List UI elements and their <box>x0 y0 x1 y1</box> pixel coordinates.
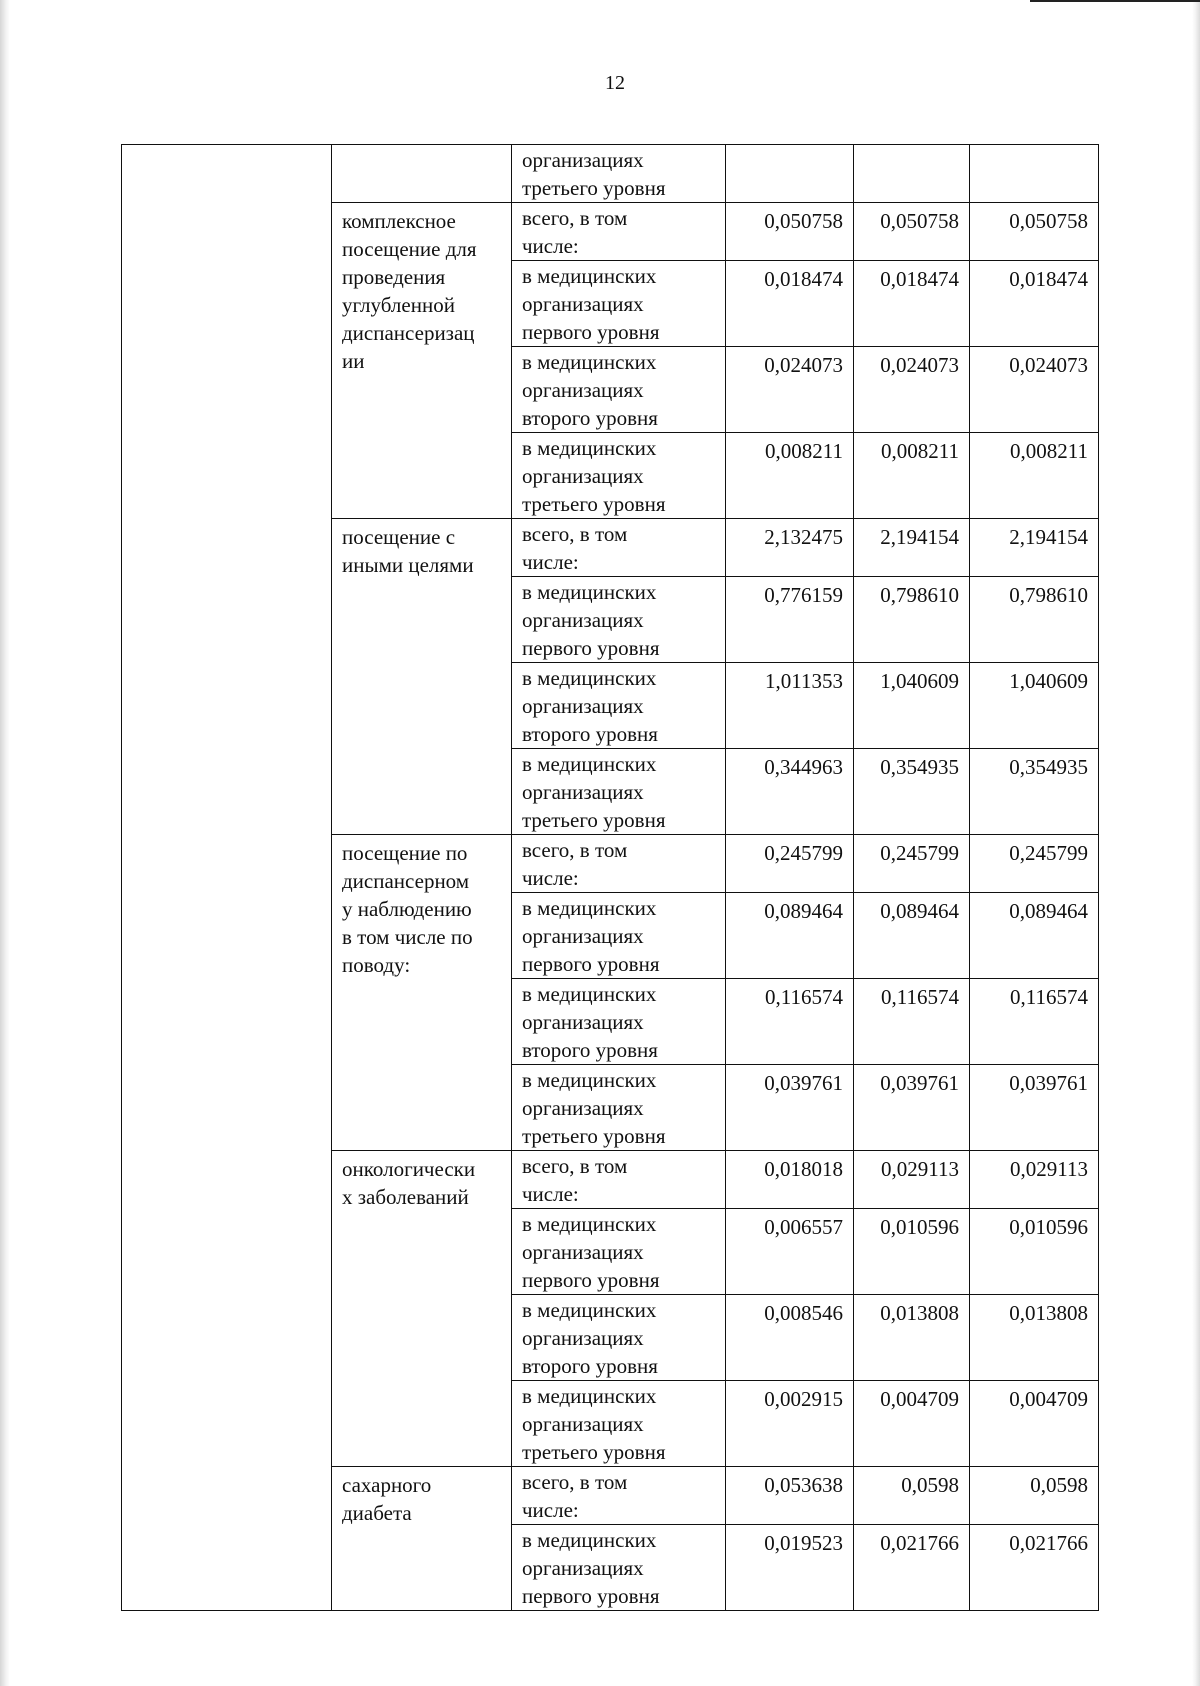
value-cell <box>726 203 854 261</box>
value-cell <box>970 1209 1099 1295</box>
value-cell <box>970 979 1099 1065</box>
value-cell-text: 0,245799 <box>1009 841 1088 865</box>
value-cell <box>970 835 1099 893</box>
value-cell <box>726 979 854 1065</box>
subcategory-cell <box>512 1381 726 1467</box>
value-cell-text: 0,008211 <box>765 439 843 463</box>
value-cell <box>970 1065 1099 1151</box>
value-cell-text: 0,018474 <box>764 267 843 291</box>
subcategory-cell <box>512 433 726 519</box>
value-cell-text: 0,024073 <box>764 353 843 377</box>
value-cell <box>970 1525 1099 1611</box>
value-cell-text: 0,010596 <box>880 1215 959 1239</box>
value-cell <box>854 577 970 663</box>
value-cell-text: 0,008211 <box>881 439 959 463</box>
value-cell <box>726 1151 854 1209</box>
subcategory-cell <box>512 749 726 835</box>
value-cell <box>970 1467 1099 1525</box>
category-cell-text: комплексное посещение для проведения углубленной диспансеризац ии <box>342 209 477 373</box>
value-cell-text: 0,004709 <box>880 1387 959 1411</box>
category-cell <box>332 1151 512 1467</box>
subcategory-cell <box>512 1151 726 1209</box>
category-cell-empty <box>332 145 512 203</box>
value-cell <box>970 1151 1099 1209</box>
value-cell-text: 0,004709 <box>1009 1387 1088 1411</box>
value-cell <box>726 835 854 893</box>
value-cell <box>970 893 1099 979</box>
value-cell-text: 0,019523 <box>764 1531 843 1555</box>
value-cell-text: 0,018474 <box>880 267 959 291</box>
value-cell-text: 0,354935 <box>880 755 959 779</box>
value-cell-text: 0,013808 <box>880 1301 959 1325</box>
value-cell <box>854 203 970 261</box>
value-cell <box>970 519 1099 577</box>
subcategory-cell-text: в медицинских организациях первого уровня <box>522 1528 660 1608</box>
value-cell-text: 0,018474 <box>1009 267 1088 291</box>
value-cell-text: 0,050758 <box>880 209 959 233</box>
value-cell-text: 1,011353 <box>765 669 843 693</box>
value-cell-text: 0,029113 <box>1010 1157 1088 1181</box>
category-cell-text: сахарного диабета <box>342 1473 432 1525</box>
scan-edge-left <box>0 0 10 1686</box>
value-cell-text: 0,245799 <box>764 841 843 865</box>
value-cell <box>854 1151 970 1209</box>
subcategory-cell-text: всего, в том числе: <box>522 522 628 574</box>
subcategory-cell-text: всего, в том числе: <box>522 1154 628 1206</box>
value-cell <box>726 1295 854 1381</box>
value-cell <box>726 1209 854 1295</box>
empty-left-cell <box>122 145 332 1611</box>
subcategory-cell-text: в медицинских организациях второго уровня <box>522 350 658 430</box>
value-cell-text: 0,245799 <box>880 841 959 865</box>
table-body <box>122 145 1099 1611</box>
subcategory-cell <box>512 1209 726 1295</box>
subcategory-cell-text: в медицинских организациях третьего уровня <box>522 1068 666 1148</box>
value-cell <box>854 979 970 1065</box>
value-cell <box>854 1381 970 1467</box>
value-cell <box>854 749 970 835</box>
value-cell <box>854 261 970 347</box>
value-cell-text: 0,024073 <box>1009 353 1088 377</box>
value-cell <box>854 1467 970 1525</box>
value-cell-text: 0,039761 <box>880 1071 959 1095</box>
value-cell-text: 2,194154 <box>880 525 959 549</box>
value-cell-text: 0,116574 <box>881 985 959 1009</box>
value-cell <box>726 519 854 577</box>
value-cell <box>970 145 1099 203</box>
category-cell <box>332 1467 512 1611</box>
value-cell <box>854 1209 970 1295</box>
value-cell-text: 0,024073 <box>880 353 959 377</box>
subcategory-cell-text: в медицинских организациях второго уровня <box>522 666 658 746</box>
value-cell-text: 0,089464 <box>880 899 959 923</box>
value-cell <box>970 1295 1099 1381</box>
value-cell-text: 0,798610 <box>1009 583 1088 607</box>
value-cell <box>854 347 970 433</box>
subcategory-cell <box>512 979 726 1065</box>
volume-table <box>121 144 1099 1611</box>
value-cell-text: 0,089464 <box>1009 899 1088 923</box>
category-cell <box>332 203 512 519</box>
value-cell <box>726 261 854 347</box>
subcategory-cell-text: в медицинских организациях первого уровня <box>522 580 660 660</box>
scan-edge-right <box>1192 0 1200 1686</box>
scan-top-mark <box>1030 0 1200 2</box>
page-number: 12 <box>605 72 625 94</box>
value-cell <box>970 1381 1099 1467</box>
value-cell-text: 0,344963 <box>764 755 843 779</box>
value-cell-text: 2,132475 <box>764 525 843 549</box>
value-cell <box>854 1065 970 1151</box>
category-cell-text: посещение с иными целями <box>342 525 474 577</box>
subcategory-cell-text: в медицинских организациях третьего уровня <box>522 436 666 516</box>
value-cell <box>726 347 854 433</box>
value-cell <box>726 1467 854 1525</box>
value-cell-text: 0,002915 <box>764 1387 843 1411</box>
subcategory-cell-text: всего, в том числе: <box>522 838 628 890</box>
value-cell-text: 0,0598 <box>901 1473 959 1497</box>
subcategory-cell <box>512 261 726 347</box>
subcategory-cell-text: всего, в том числе: <box>522 1470 628 1522</box>
subcategory-cell-text: в медицинских организациях второго уровня <box>522 1298 658 1378</box>
subcategory-cell <box>512 1065 726 1151</box>
subcategory-cell <box>512 347 726 433</box>
value-cell-text: 0,018018 <box>764 1157 843 1181</box>
value-cell-text: 1,040609 <box>880 669 959 693</box>
value-cell <box>726 577 854 663</box>
value-cell <box>854 835 970 893</box>
subcategory-cell-text: в медицинских организациях третьего уровня <box>522 1384 666 1464</box>
subcategory-cell <box>512 663 726 749</box>
category-cell-text: онкологически х заболеваний <box>342 1157 476 1209</box>
value-cell <box>970 577 1099 663</box>
subcategory-cell-text: в медицинских организациях третьего уровня <box>522 752 666 832</box>
value-cell <box>854 145 970 203</box>
value-cell-text: 0,0598 <box>1030 1473 1088 1497</box>
subcategory-cell <box>512 1525 726 1611</box>
value-cell-text: 1,040609 <box>1009 669 1088 693</box>
subcategory-cell <box>512 203 726 261</box>
value-cell-text: 0,008211 <box>1010 439 1088 463</box>
value-cell <box>970 203 1099 261</box>
value-cell <box>726 893 854 979</box>
value-cell <box>726 1525 854 1611</box>
subcategory-cell <box>512 145 726 203</box>
category-cell <box>332 835 512 1151</box>
subcategory-cell-text: в медицинских организациях первого уровня <box>522 1212 660 1292</box>
value-cell-text: 0,039761 <box>764 1071 843 1095</box>
value-cell-text: 0,798610 <box>880 583 959 607</box>
value-cell <box>970 261 1099 347</box>
value-cell-text: 2,194154 <box>1009 525 1088 549</box>
subcategory-cell <box>512 577 726 663</box>
subcategory-cell-text: всего, в том числе: <box>522 206 628 258</box>
table-row <box>122 145 1099 203</box>
value-cell <box>854 663 970 749</box>
value-cell <box>726 433 854 519</box>
value-cell <box>970 749 1099 835</box>
value-cell-text: 0,116574 <box>765 985 843 1009</box>
value-cell <box>726 1065 854 1151</box>
value-cell <box>970 663 1099 749</box>
value-cell <box>854 1525 970 1611</box>
category-cell <box>332 519 512 835</box>
value-cell <box>726 749 854 835</box>
value-cell-text: 0,008546 <box>764 1301 843 1325</box>
subcategory-cell <box>512 1295 726 1381</box>
category-cell-text: посещение по диспансерном у наблюдению в том числе по поводу: <box>342 841 473 977</box>
value-cell <box>854 433 970 519</box>
value-cell <box>854 1295 970 1381</box>
subcategory-cell <box>512 893 726 979</box>
value-cell <box>726 145 854 203</box>
value-cell-text: 0,013808 <box>1009 1301 1088 1325</box>
value-cell-text: 0,053638 <box>764 1473 843 1497</box>
subcategory-cell <box>512 1467 726 1525</box>
subcategory-cell-text: организациях третьего уровня <box>522 148 666 200</box>
subcategory-cell-text: в медицинских организациях первого уровня <box>522 896 660 976</box>
value-cell <box>854 893 970 979</box>
value-cell-text: 0,116574 <box>1010 985 1088 1009</box>
value-cell-text: 0,089464 <box>764 899 843 923</box>
value-cell <box>854 519 970 577</box>
value-cell-text: 0,021766 <box>880 1531 959 1555</box>
subcategory-cell-text: в медицинских организациях второго уровня <box>522 982 658 1062</box>
value-cell-text: 0,021766 <box>1009 1531 1088 1555</box>
value-cell-text: 0,050758 <box>1009 209 1088 233</box>
value-cell <box>970 347 1099 433</box>
subcategory-cell-text: в медицинских организациях первого уровня <box>522 264 660 344</box>
subcategory-cell <box>512 519 726 577</box>
value-cell-text: 0,039761 <box>1009 1071 1088 1095</box>
value-cell <box>726 1381 854 1467</box>
value-cell-text: 0,006557 <box>764 1215 843 1239</box>
value-cell <box>970 433 1099 519</box>
subcategory-cell <box>512 835 726 893</box>
value-cell-text: 0,010596 <box>1009 1215 1088 1239</box>
value-cell <box>726 663 854 749</box>
value-cell-text: 0,050758 <box>764 209 843 233</box>
value-cell-text: 0,354935 <box>1009 755 1088 779</box>
value-cell-text: 0,029113 <box>881 1157 959 1181</box>
value-cell-text: 0,776159 <box>764 583 843 607</box>
